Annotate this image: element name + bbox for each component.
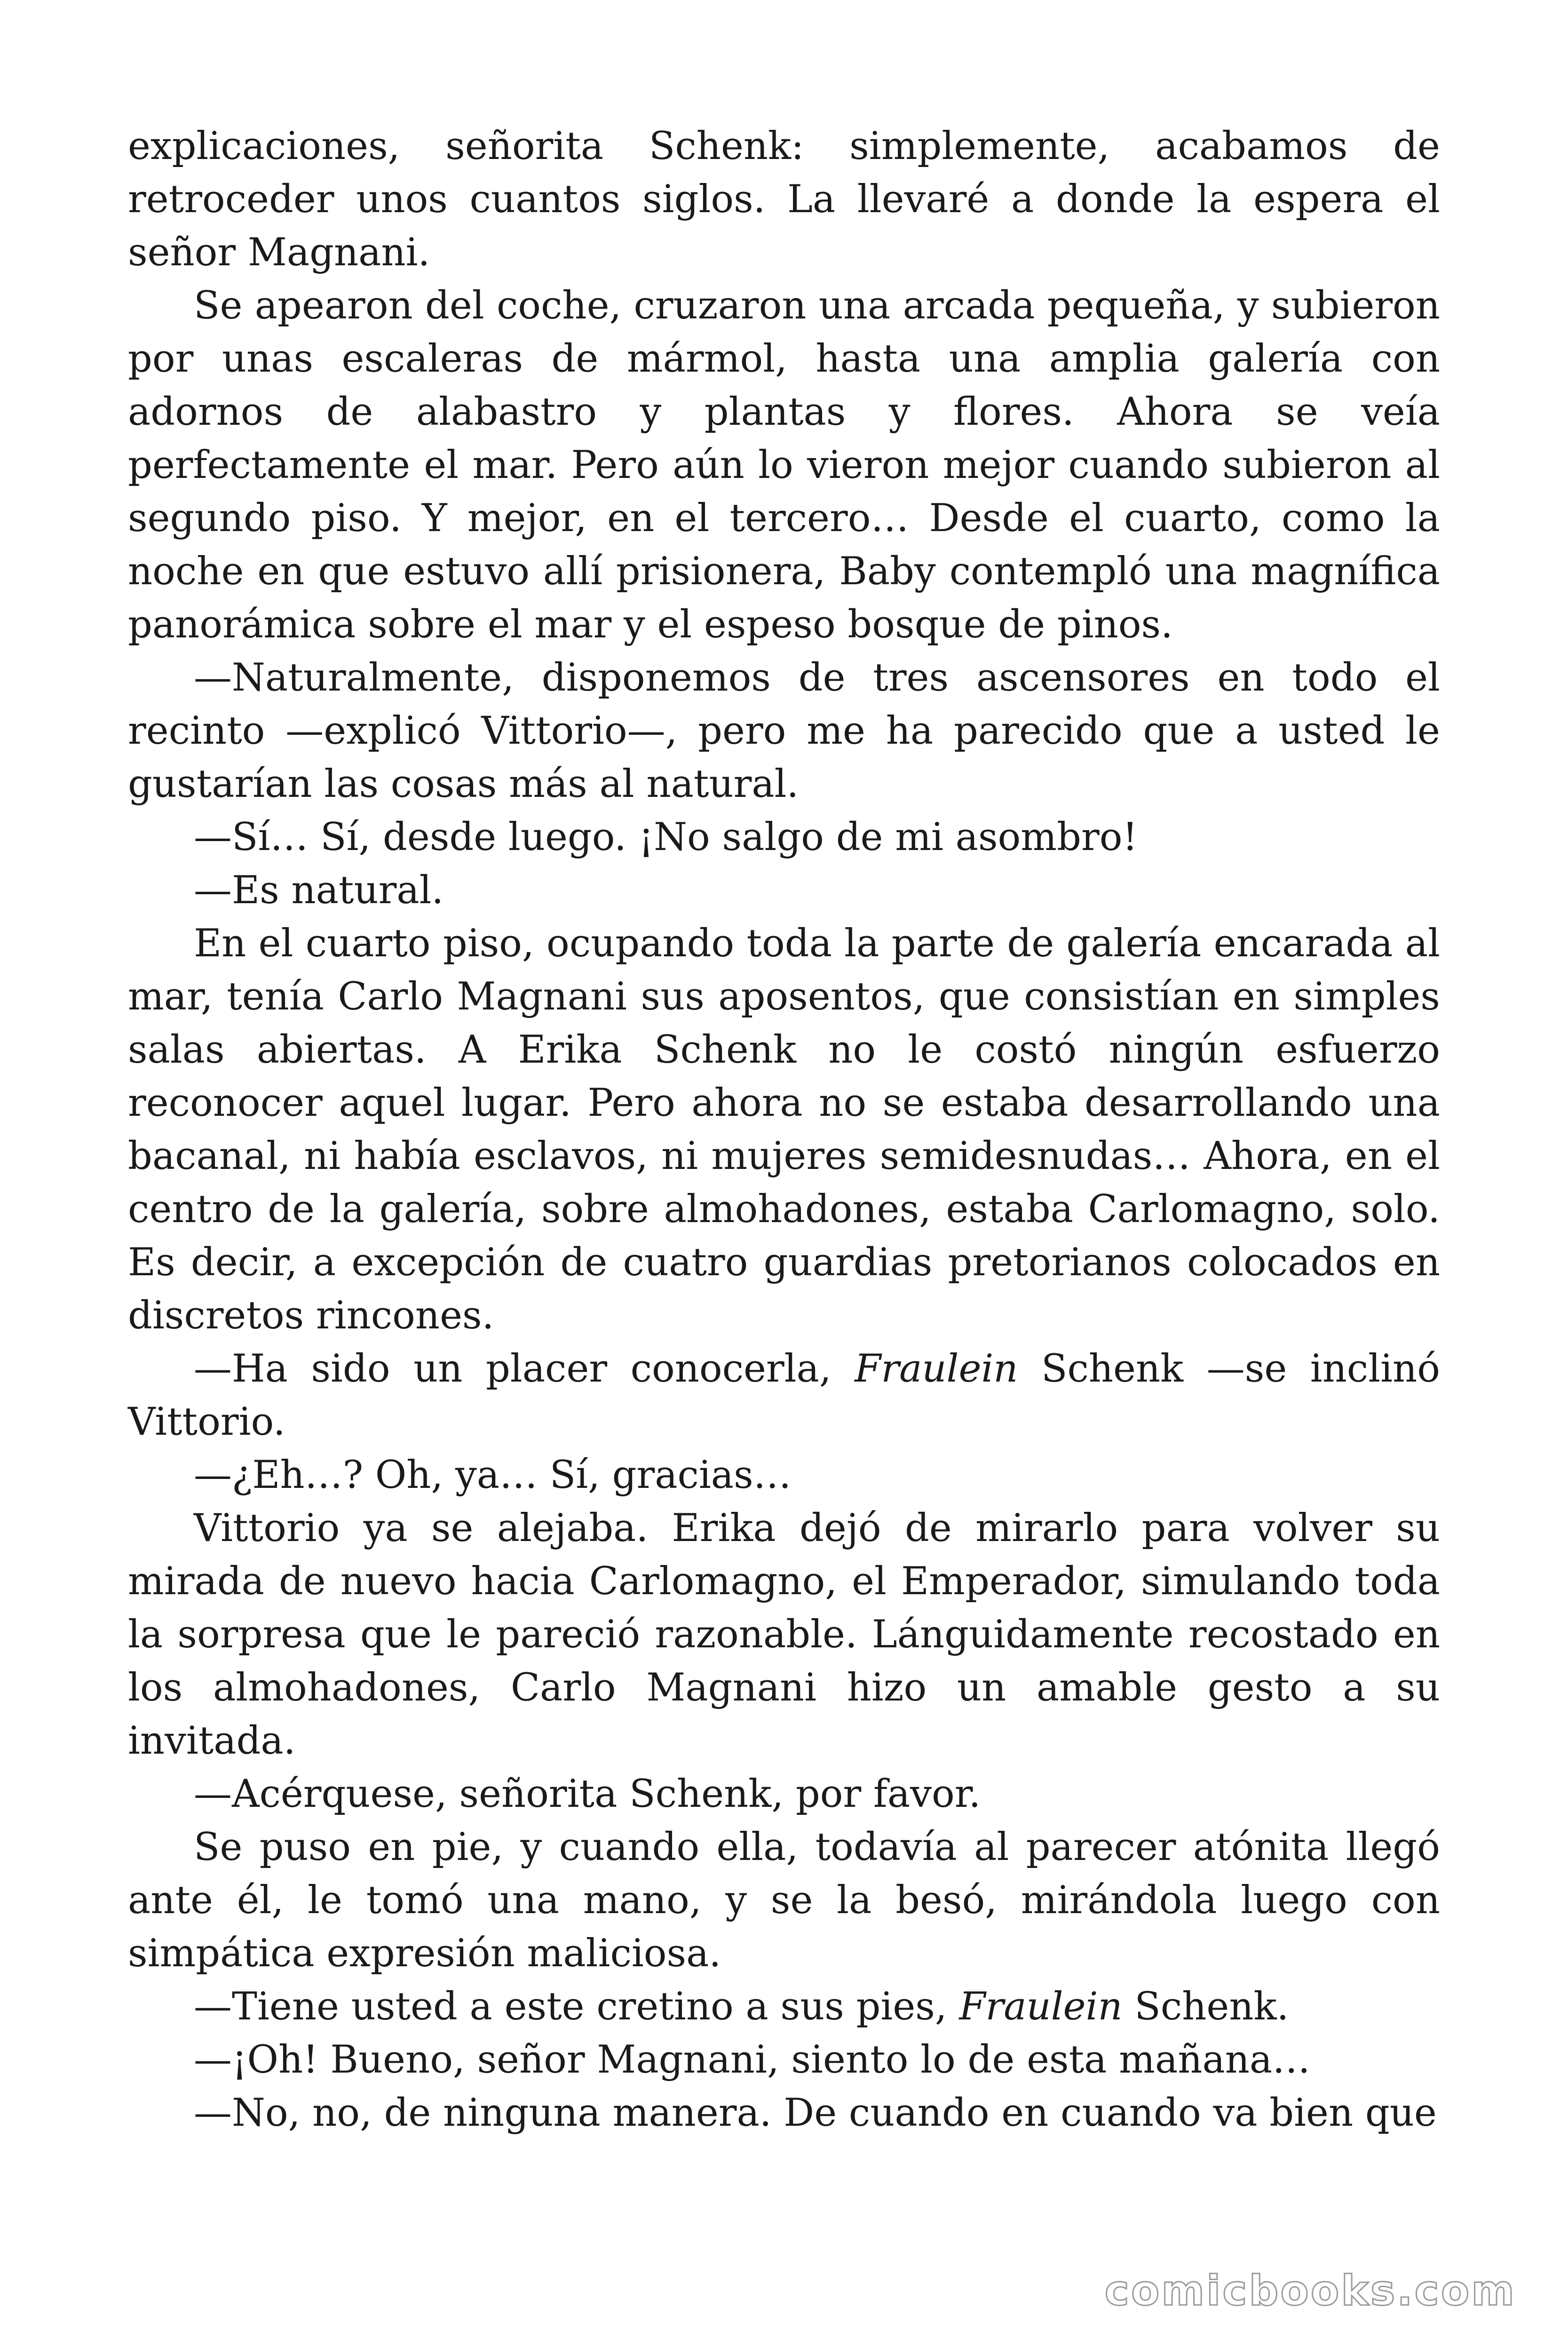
page-body — [128, 120, 1440, 2140]
text-run: —Sí… Sí, desde luego. ¡No salgo de mi asombro! — [194, 815, 1138, 859]
text-run: —¡Oh! Bueno, señor Magnani, siento lo de esta mañana… — [194, 2038, 1311, 2082]
paragraph — [128, 279, 1440, 652]
paragraph — [128, 1980, 1440, 2034]
text-run: —Es natural. — [194, 868, 444, 913]
paragraph — [128, 1343, 1440, 1449]
paragraph — [128, 2087, 1440, 2140]
paragraph — [128, 1768, 1440, 1821]
text-run: —Tiene usted a este cretino a sus pies, — [194, 1985, 959, 2029]
text-run: —Ha sido un placer conocerla, — [194, 1347, 855, 1391]
text-run: Schenk. — [1122, 1985, 1289, 2029]
paragraph — [128, 1821, 1440, 1980]
text-run: Se apearon del coche, cruzaron una arcada pequeña, y subieron por unas escaleras de mármol, hasta una amplia galería con adornos de alabastro y plantas y flores. Ahora se veía perfectamente el mar. Pero aún lo vieron mejor cuando subieron al segundo piso. Y mejor, en el tercero… Desde el cuarto, como la noche en que estuvo allí prisionera, Baby contempló una magnífica panorámica sobre el mar y el espeso bosque de pinos. — [128, 284, 1440, 647]
text-run: Schenk —se inclinó Vittorio. — [128, 1347, 1440, 1444]
watermark-logo: comicbooks.com — [1104, 2266, 1516, 2315]
text-run: —No, no, de ninguna manera. De cuando en cuando va bien que — [194, 2091, 1437, 2135]
text-run: —Naturalmente, disponemos de tres ascensores en todo el recinto —explicó Vittorio—, pero me ha parecido que a usted le gustarían las cosas más al natural. — [128, 656, 1440, 806]
italic-text: Fraulein — [855, 1347, 1018, 1391]
italic-text: Fraulein — [959, 1985, 1123, 2029]
text-run: Se puso en pie, y cuando ella, todavía al parecer atónita llegó ante él, le tomó una mano, y se la besó, mirándola luego con simpática expresión maliciosa. — [128, 1825, 1440, 1976]
paragraph — [128, 811, 1440, 864]
text-run: —¿Eh…? Oh, ya… Sí, gracias… — [194, 1453, 792, 1497]
paragraph — [128, 652, 1440, 811]
text-run: En el cuarto piso, ocupando toda la parte de galería encarada al mar, tenía Carlo Magnani sus aposentos, que consistían en simples salas abiertas. A Erika Schenk no le costó ningún esfuerzo reconocer aquel lugar. Pero ahora no se estaba desarrollando una bacanal, ni había esclavos, ni mujeres semidesnudas… Ahora, en el centro de la galería, sobre almohadones, estaba Carlomagno, solo. Es decir, a excepción de cuatro guardias pretorianos colocados en discretos rincones. — [128, 922, 1440, 1338]
paragraph — [128, 1449, 1440, 1502]
text-run: Vittorio ya se alejaba. Erika dejó de mirarlo para volver su mirada de nuevo hacia Carlomagno, el Emperador, simulando toda la sorpresa que le pareció razonable. Lánguidamente recostado en los almohadones, Carlo Magnani hizo un amable gesto a su invitada. — [128, 1506, 1440, 1763]
paragraph — [128, 2034, 1440, 2087]
paragraph — [128, 864, 1440, 917]
paragraph — [128, 1502, 1440, 1768]
text-run: —Acérquese, señorita Schenk, por favor. — [194, 1772, 981, 1816]
paragraph — [128, 120, 1440, 279]
text-run: explicaciones, señorita Schenk: simplemente, acabamos de retroceder unos cuantos siglos. La llevaré a donde la espera el señor Magnani. — [128, 124, 1440, 275]
paragraph — [128, 917, 1440, 1343]
